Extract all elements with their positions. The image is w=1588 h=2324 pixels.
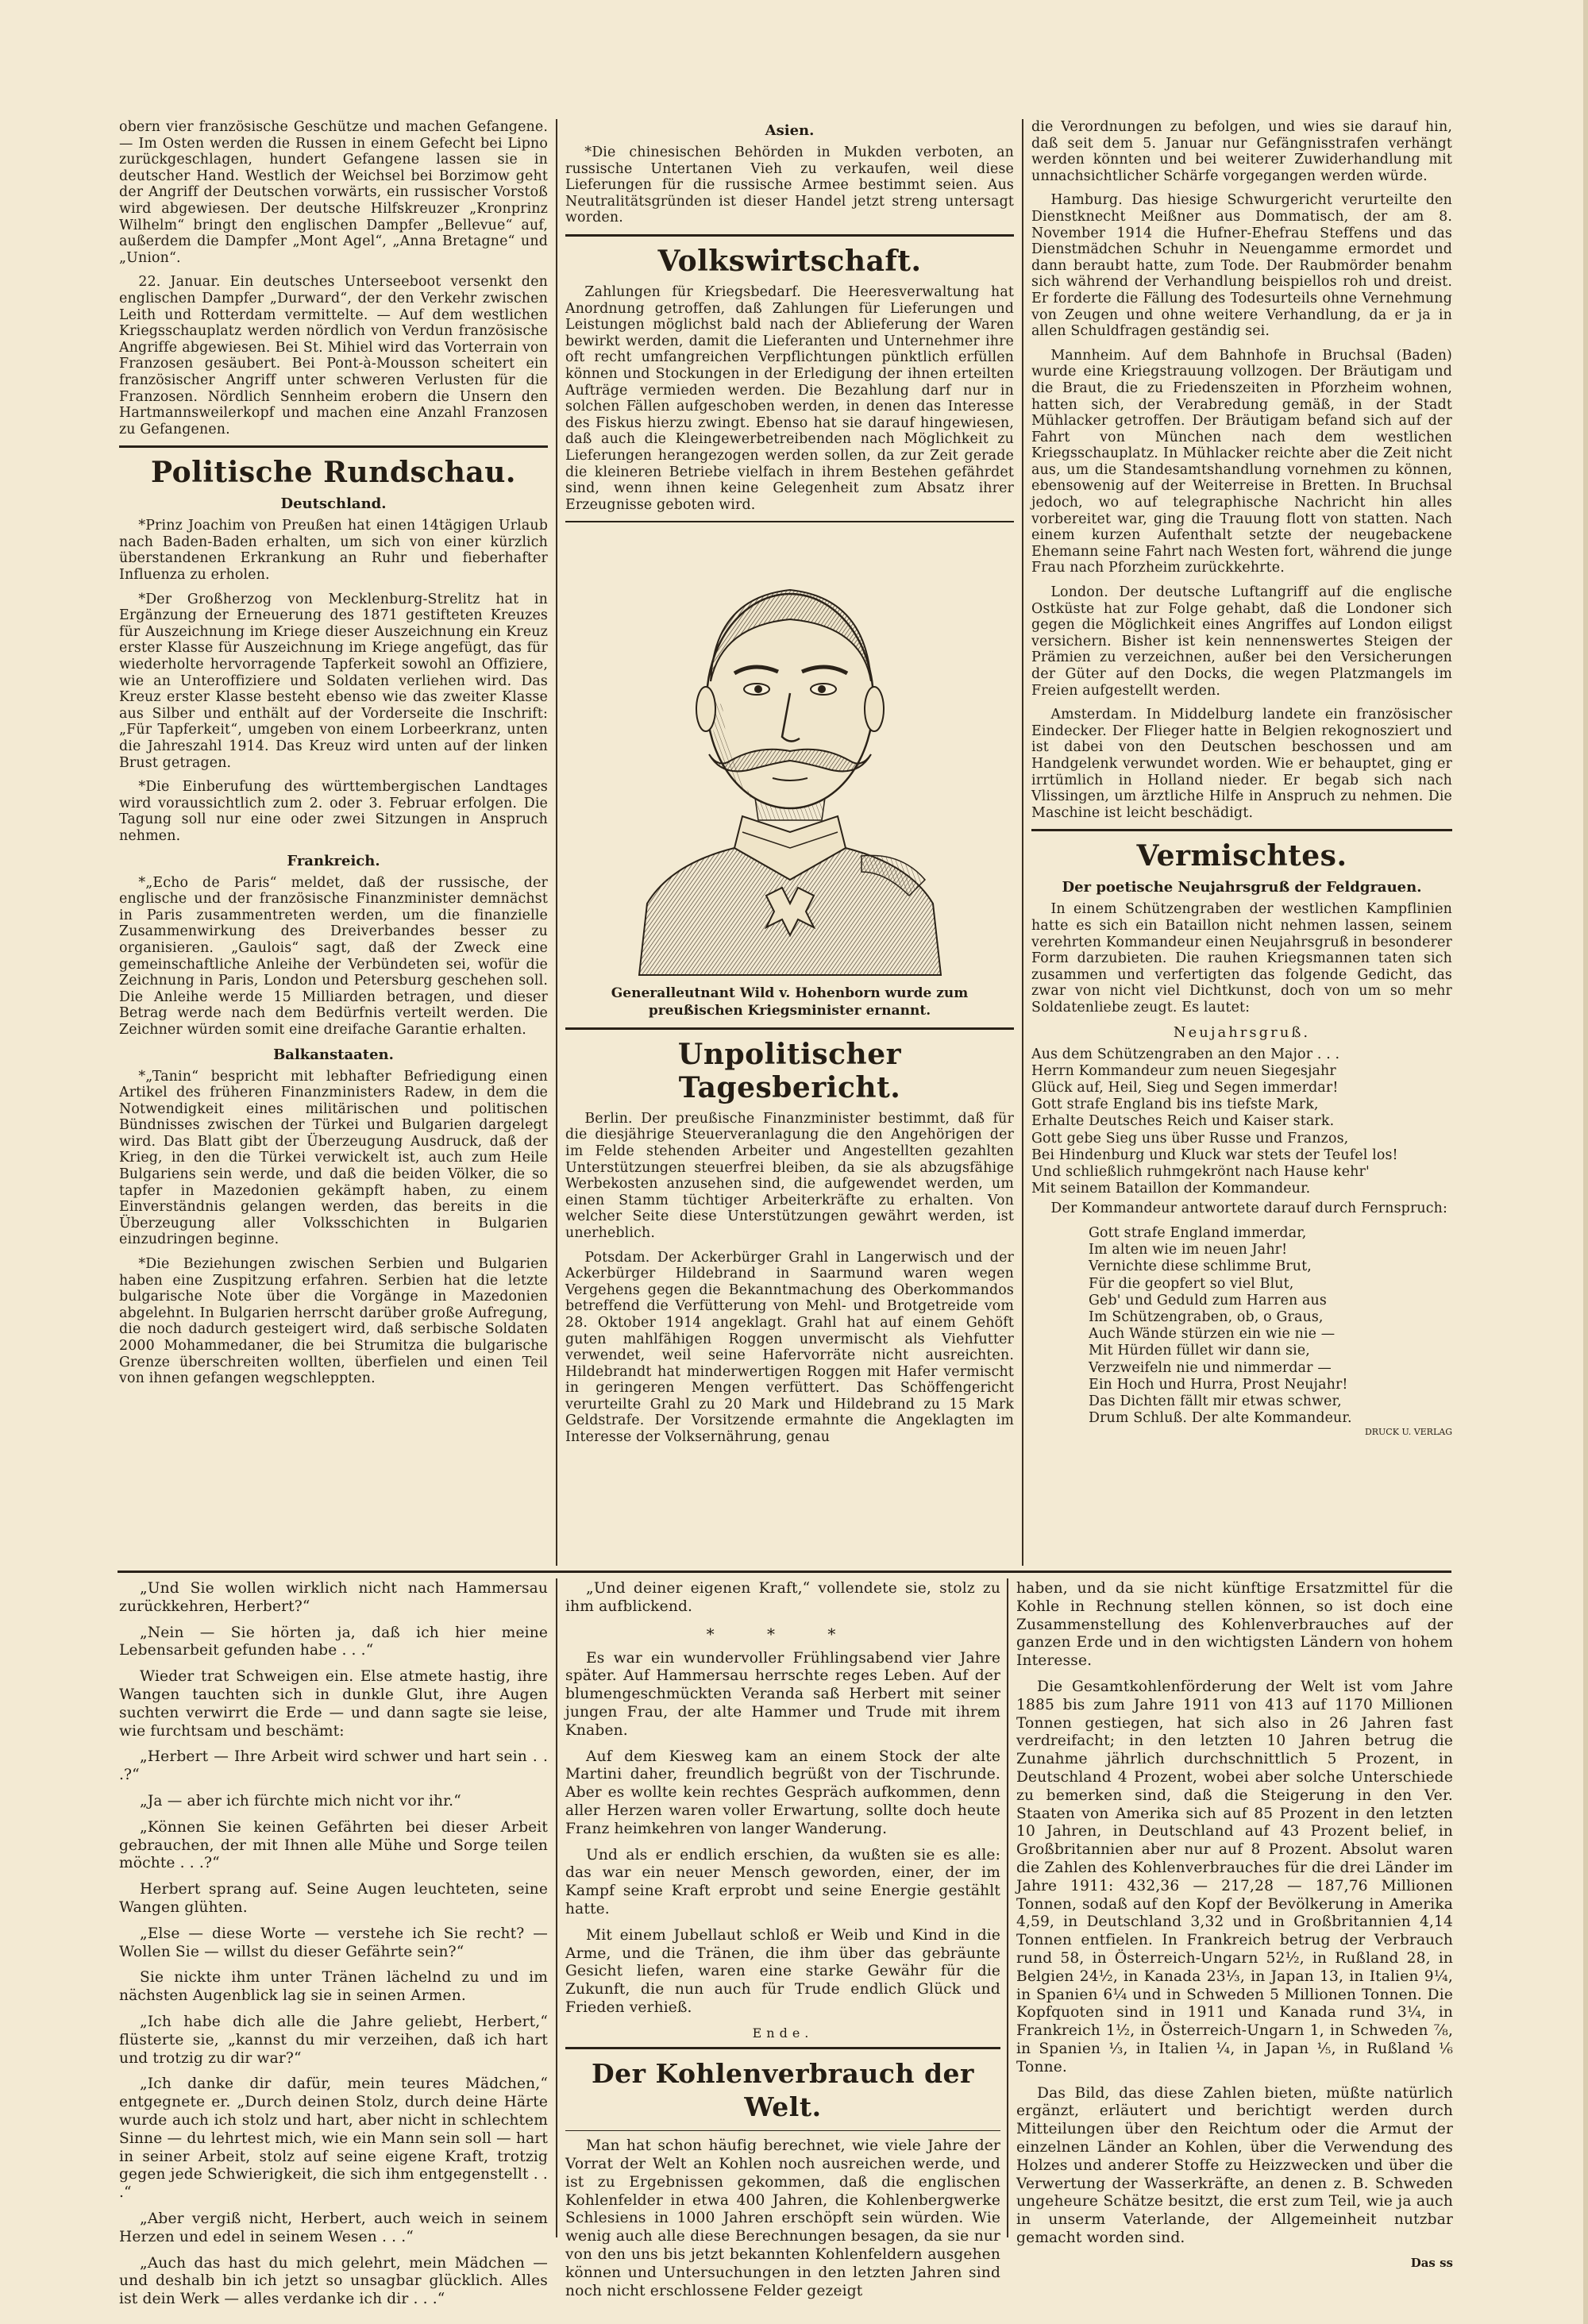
bottom-right-column [1016, 1580, 1453, 2270]
article-paragraph: Amsterdam. In Middelburg landete ein französischer Eindecker. Der Flieger hatte in Belgien rekognosziert und ist dabei von den Deutschen beschossen und am Handgelenk verwundet worden. Wie er behauptet, ging er irrtümlich in Holland nieder. Er begab sich nach Vlissingen, um ärztliche Hilfe in Anspruch zu nehmen. Die Maschine ist leicht beschädigt. [1031, 707, 1452, 821]
poem-title: Neujahrsgruß. [1173, 1023, 1311, 1041]
poem-line: Herrn Kommandeur zum neuen Siegesjahr [1031, 1062, 1336, 1079]
column-divider [556, 1578, 557, 2237]
poem-line: Mit Hürden füllet wir dann sie, [1089, 1343, 1310, 1359]
poem-line: Mit seinem Bataillon der Kommandeur. [1031, 1181, 1311, 1197]
column-divider [1022, 119, 1023, 1566]
story-paragraph: „Herbert — Ihre Arbeit wird schwer und hart sein . . .?“ [119, 1748, 548, 1784]
article-paragraph: *Der Großherzog von Mecklenburg-Strelitz hat in Ergänzung der Erneuerung des 1871 gestifteten Kreuzes für Auszeichnung im Kriege dieser Auszeichnung ein Kreuz erster Klasse für Auszeichnung im Kriege angefügt, das für wiederholte hervorragende Tapferkeit sowohl an Offiziere, wie an Unteroffiziere und Soldaten verliehen wird. Das Kreuz erster Klasse besteht ebenso wie das zweiter Klasse aus Silber und enthält auf der Vorderseite die Inschrift: „Für Tapferkeit“, umgeben von einem Lorbeerkranz, unten die Jahreszahl 1914. Das Kreuz wird unten auf der linken Brust getragen. [119, 591, 548, 771]
poem-line: Für die geopfert so viel Blut, [1089, 1275, 1294, 1292]
poem-line: Gott strafe England immerdar, [1089, 1224, 1307, 1241]
poem-line: Gott gebe Sieg uns über Russe und Franzos, [1031, 1130, 1349, 1147]
article-paragraph: Zahlungen für Kriegsbedarf. Die Heeresverwaltung hat Anordnung getroffen, daß Zahlungen für Lieferungen und Leistungen möglichst bald nach der Ablieferung der Waren bewirkt werden, damit die Lieferanten und Unternehmer ihre oft recht umfangreichen Verpflichtungen pünktlich erfüllen können und Stockungen in der Erledigung der ihnen erteilten Aufträge vermieden werden. Die Bezahlung darf nur in solchen Fällen aufgeschoben werden, in denen das Interesse des Fiskus hierzu zwingt. Ebenso hat sie darauf hingewiesen, daß auch die Kleingewerbetreibenden nach Möglichkeit zu Lieferungen herangezogen werden sollen, da zur Zeit gerade die kleineren Betriebe vielfach in ihrem Bestehen gefährdet sind, wenn ihnen keine Gelegenheit zum Absatz ihrer Erzeugnisse geboten wird. [565, 283, 1014, 513]
article-paragraph: die Verordnungen zu befolgen, und wies sie darauf hin, daß seit dem 5. Januar nur Gefängnisstrafen verhängt werden könnten und bei weiterer Zuwiderhandlung mit unnachsichtlicher Schärfe vorgegangen werden würde. [1031, 119, 1452, 184]
poem-line: Ein Hoch und Hurra, Prost Neujahr! [1089, 1376, 1348, 1393]
story-paragraph: „Auch das hast du mich gelehrt, mein Mädchen — und deshalb bin ich jetzt so unsagbar glücklich. Alles ist dein Werk — alles verdanke ich dir . . .“ [119, 2254, 548, 2308]
poem-line: Auch Wände stürzen ein wie nie — [1089, 1326, 1336, 1343]
portrait-caption: Generalleutnant Wild v. Hohenborn wurde zum preußischen Kriegsminister ernannt. [611, 985, 969, 1019]
story-paragraph: Sie nickte ihm unter Tränen lächelnd zu und im nächsten Augenblick lag sie in seinen Armen. [119, 1969, 548, 2005]
poem-line: Erhalte Deutsches Reich und Kaiser stark. [1031, 1113, 1335, 1130]
section-divider [118, 1571, 1451, 1573]
story-paragraph: „Und deiner eigenen Kraft,“ vollendete sie, stolz zu ihm aufblickend. [565, 1580, 1000, 1615]
middle-column [565, 119, 1014, 1566]
article-paragraph: In einem Schützengraben der westlichen Kampflinien hatte es sich ein Bataillon nicht nehmen lassen, seinem verehrten Kommandeur einen Neujahrsgruß in besonderer Form darzubieten. Die rauhen Kriegsmannen taten sich zusammen und verfertigten das folgende Gedicht, das zwar von nicht viel Dichtkunst, doch von um so mehr Soldatenliebe zeugt. Es lautet: [1031, 901, 1452, 1016]
story-paragraph: „Aber vergiß nicht, Herbert, auch weich in seinem Herzen und edel in seinem Wesen . . .“ [119, 2210, 548, 2245]
right-column [1031, 119, 1452, 1566]
poem-second [1031, 1225, 1452, 1427]
story-paragraph: Wieder trat Schweigen ein. Else atmete hastig, ihre Wangen tauchten sich in dunkle Glut, ihre Augen suchten verwirrt die Erde — und dann sagte sie leise, wie furchtsam und beschämt: [119, 1668, 548, 1740]
article-paragraph: haben, und da sie nicht künftige Ersatzmittel für die Kohle in Rechnung stellen können, so ist doch eine Zusammenstellung des Kohlenverbrauches auf der ganzen Erde und in den wichtigsten Ländern von hohem Interesse. [1016, 1580, 1453, 1670]
poem-line: Und schließlich ruhmgekrönt nach Hause kehr' [1031, 1163, 1370, 1180]
poem-line: Im alten wie im neuen Jahr! [1089, 1242, 1288, 1258]
divider [565, 521, 1014, 522]
story-paragraph: „Else — diese Worte — verstehe ich Sie recht? — Wollen Sie — willst du dieser Gefährte sein?“ [119, 1925, 548, 1960]
story-paragraph: Es war ein wundervoller Frühlingsabend vier Jahre später. Auf Hammersau herrschte reges Leben. Auf der blumengeschmückten Veranda saß Herbert mit seiner jungen Frau, der alte Hammer und Trude mit ihrem Knaben. [565, 1649, 1000, 1739]
catchword: Das ss [1410, 2255, 1453, 2270]
article-paragraph: Die Gesamtkohlenförderung der Welt ist vom Jahre 1885 bis zum Jahre 1911 von 413 auf 1170 Millionen Tonnen gestiegen, hat sich also in 26 Jahren fast verdreifacht; in den letzten 10 Jahren betrug die Zunahme jährlich durchschnittlich 5 Prozent, in Deutschland 4 Prozent, wobei aber solche Unterschiede zu bemerken sind, daß die Steigerung in den Ver. Staaten von Amerika sich auf 85 Prozent in den letzten 10 Jahren, in Deutschland auf 43 Prozent belief, in Großbritannien aber nur auf 8 Prozent. Absolut waren die Zahlen des Kohlenverbrauches für die drei Länder im Jahre 1911: 432,36 — 217,28 — 187,76 Millionen Tonnen, sodaß auf den Kopf der Bevölkerung in Amerika 4,59, in Deutschland 3,32 und in Großbritannien 4,14 Tonnen entfielen. In Frankreich betrug der Verbrauch rund 58, in Österreich-Ungarn 52½, in Rußland 28, in Belgien 24½, in Kanada 23⅓, in Japan 13, in Italien 9¼, in Spanien 6¼ und in Schweden 5 Millionen Tonnen. Die Kopfquoten sind in 1911 und Kanada rund 3¼, in Frankreich 1½, in Österreich-Ungarn 1, in Schweden ⅞, in Spanien ⅓, in Italien ¼, in Japan ⅕, in Rußland ⅙ Tonne. [1016, 1678, 1453, 2075]
story-paragraph: „Ja — aber ich fürchte mich nicht vor ihr.“ [140, 1792, 461, 1809]
subheading-balkans: Balkanstaaten. [273, 1046, 394, 1063]
divider [565, 2047, 1000, 2049]
article-paragraph: Mannheim. Auf dem Bahnhofe in Bruchsal (Baden) wurde eine Kriegstrauung vollzogen. Der Bräutigam und die Braut, die zu Friedenszeiten in Pforzheim wohnen, hatten sich, der Verabredung gemäß, in der Stadt Mühlacker getroffen. Der Bräutigam befand sich auf der Fahrt von München nach dem westlichen Kriegsschauplatz. In Mühlacker reichte aber die Zeit nicht aus, um die Standesamtshandlung vornehmen zu können, ebensowenig auf der Weiterreise in Bretten. In Bruchsal jedoch, wo auf telegraphische Nachricht hin alles vorbereitet war, ging die Trauung flott von statten. Nach einem kurzen Aufenthalt setzte der neugebackene Ehemann seine Fahrt nach Westen fort, während die junge Frau nach Pforzheim zurückkehrte. [1031, 347, 1452, 576]
article-paragraph: *Die chinesischen Behörden in Mukden verboten, an russische Untertanen Vieh zu verkaufen, weil diese Lieferungen für die russische Armee bestimmt seien. Aus Neutralitätsgründen ist dieser Handel jetzt streng untersagt worden. [565, 145, 1014, 226]
poem-line: Gott strafe England bis ins tiefste Mark, [1031, 1096, 1319, 1113]
divider [119, 445, 548, 448]
poem-line: Verzweifeln nie und nimmerdar — [1089, 1359, 1332, 1376]
section-heading-miscellany: Vermischtes. [1136, 839, 1347, 873]
printer-note: DRUCK U. VERLAG [1364, 1427, 1452, 1438]
divider [565, 2130, 1000, 2132]
subheading-germany: Deutschland. [280, 495, 387, 513]
bottom-middle-column [565, 1580, 1000, 2299]
article-paragraph: Das Bild, das diese Zahlen bieten, müßte natürlich ergänzt, erläutert und berichtigt werden durch Mitteilungen über den Reichtum oder die Armut der einzelnen Länder an Kohlen, über die Verwendung des Holzes und anderer Stoffe zu Heizzwecken und über die Verwertung der Wasserkräfte, an denen z. B. Schweden ungeheure Schätze besitzt, die erst zum Teil, wie ja auch in unserm Vaterlande, der Allgemeinheit nutzbar gemacht worden sind. [1016, 2084, 1453, 2246]
article-paragraph: Berlin. Der preußische Finanzminister bestimmt, daß für die diesjährige Steuerveranlagung die den Angehörigen der im Felde stehenden Arbeiter und Angestellten gezahlten Unterstützungen steuerfrei bleiben, da sie als abzugsfähige Werbekosten anzusehen sind, die aufgewendet werden, um einen Stamm tüchtiger Arbeiterkräfte zu erhalten. Von welcher Seite diese Unterstützungen gewährt werden, ist unerheblich. [565, 1110, 1014, 1241]
story-paragraph: „Können Sie keinen Gefährten bei dieser Arbeit gebrauchen, der mit Ihnen alle Mühe und Sorge teilen möchte . . .?“ [119, 1818, 548, 1872]
subheading-france: Frankreich. [287, 852, 380, 869]
story-paragraph: „Ich danke dir dafür, mein teures Mädchen,“ entgegnete er. „Durch deinen Stolz, durch deine Härte wurde auch ich stolz und hart, aber nicht in schlechtem Sinne — du lehrtest mich, wie ein Mann sein soll — hart in seiner Arbeit, stolz auf seine eigene Kraft, trotzig gegen jede Schwierigkeit, die sich ihm entgegenstellt . . .“ [119, 2075, 548, 2202]
section-heading-daily-report: Unpolitischer Tagesbericht. [677, 1037, 902, 1104]
divider [565, 234, 1014, 237]
subheading-new-year-greeting: Der poetische Neujahrsgruß der Feldgrauen. [1062, 879, 1422, 896]
section-stars: * * * [706, 1624, 860, 1644]
article-paragraph: *„Echo de Paris“ meldet, daß der russische, der englische und der französische Finanzminister demnächst in Paris zusammentreten werden, um die finanzielle Zusammenwirkung des Dreiverbandes besser zu organisieren. „Gaulois“ sagt, daß der Zweck eine gemeinschaftliche Anleihe der Verbündeten sei, wofür die Zeichnung in Paris, London und Petersburg geschehen soll. Die Anleihe werde 15 Milliarden betragen, und dieser Betrag werde nach dem Bedürfnis verteilt werden. Die Zeichner würden somit eine dreifache Garantie erhalten. [119, 874, 548, 1038]
article-paragraph: Potsdam. Der Ackerbürger Grahl in Langerwisch und der Ackerbürger Hildebrand in Saarmund waren wegen Vergehens gegen die Bekanntmachung des Oberkommandos betreffend die Verfütterung von Mehl- und Brotgetreide vom 28. Oktober 1914 angeklagt. Grahl hat auf einem Gehöft guten mahlfähigen Roggen unvermischt als Viehfutter verwendet, weil seine Hafervorräte nicht ausreichten. Hildebrandt hat minderwertigen Roggen mit Hafer vermischt in geringeren Mengen verfüttert. Das Schöffengericht verurteilte Grahl zu 20 Mark und Hildebrand zu 15 Mark Geldstrafe. Der Vorsitzende ermahnte die Angeklagten im Interesse der Volksernährung, genau [565, 1249, 1014, 1446]
article-paragraph: *Prinz Joachim von Preußen hat einen 14tägigen Urlaub nach Baden-Baden erhalten, um sich von einer kürzlich überstandenen Erkrankung an Ruhr und fieberhafter Influenza zu erholen. [119, 518, 548, 584]
poem-intro: Der Kommandeur antwortete darauf durch Fernspruch: [1050, 1201, 1448, 1217]
poem-line: Drum Schluß. Der alte Kommandeur. [1089, 1410, 1352, 1427]
divider [1031, 829, 1452, 831]
article-paragraph: Man hat schon häufig berechnet, wie viele Jahre der Vorrat der Welt an Kohlen noch ausreichen werde, und ist zu Ergebnissen gekommen, daß die englischen Kohlenfelder in etwa 400 Jahren, die Kohlenbergwerke Schlesiens in 1000 Jahren erschöpft sein würden. Wie wenig auch alle diese Berechnungen besagen, da sie nur von den uns bis jetzt bekannten Kohlenfeldern ausgehen können und Untersuchungen in den letzten Jahren sind noch nicht erschlossene Felder gezeigt [565, 2137, 1000, 2299]
poem-line: Aus dem Schützengraben an den Major . . . [1031, 1046, 1340, 1062]
portrait-illustration [565, 530, 1014, 978]
article-paragraph: London. Der deutsche Luftangriff auf die englische Ostküste hat zur Folge gehabt, daß die Londoner sich gegen die Möglichkeit eines Angriffes auf London eiligst versichern. Bisher ist kein nennenswertes Steigen der Prämien zu verzeichnen, außer bei den Versicherungen der Güter auf den Docks, die wegen Platzmangels im Freien aufgestellt werden. [1031, 584, 1452, 699]
divider [565, 1027, 1014, 1030]
section-heading-economy: Volkswirtschaft. [657, 244, 922, 278]
war-chronicle-paragraph: obern vier französische Geschütze und machen Gefangene. — Im Osten werden die Russen in einem Gefecht bei Lipno zurückgeschlagen, hundert Gefangene lassen sie in deutscher Hand. Westlich der Weichsel bei Borzimow geht der Angriff der Deutschen vorwärts, ein russischer Vorstoß wird abgewiesen. Der deutsche Hilfskreuzer „Kronprinz Wilhelm“ bringt den englischen Dampfer „Bellevue“ auf, außerdem die Dampfer „Mont Agel“, „Anna Bretagne“ und „Union“. [119, 119, 548, 266]
column-divider [556, 119, 557, 1566]
story-paragraph: „Ich habe dich alle die Jahre geliebt, Herbert,“ flüsterte sie, „kannst du mir verzeihen, daß ich hart und trotzig zu dir war?“ [119, 2013, 548, 2067]
story-paragraph: Auf dem Kiesweg kam an einem Stock der alte Martini daher, freundlich begrüßt von der Tischrunde. Aber es wollte kein rechtes Gespräch aufkommen, denn aller Herzen waren voller Erwartung, sollte doch heute Franz heimkehren von langer Wanderung. [565, 1748, 1000, 1837]
poem-line: Bei Hindenburg und Kluck war stets der Teufel los! [1031, 1147, 1398, 1163]
portrait-engraving [623, 530, 957, 975]
war-chronicle-paragraph: 22. Januar. Ein deutsches Unterseeboot versenkt den englischen Dampfer „Durward“, der den Verkehr zwischen Leith und Rotterdam vermittelte. — Auf dem westlichen Kriegsschauplatz werden nördlich von Verdun französische Angriffe abgewiesen. Bei St. Mihiel wird das Vorterrain von Franzosen gesäubert. Bei Pont-à-Mousson scheitert ein französischer Angriff unter schweren Verlusten für die Franzosen. Nördlich Sennheim erobern die Unsern den Hartmannsweilerkopf und machen eine Anzahl Franzosen zu Gefangenen. [119, 274, 548, 437]
poem-line: Das Dichten fällt mir etwas schwer, [1089, 1393, 1342, 1409]
bottom-left-column [119, 1580, 548, 2308]
left-column [119, 119, 548, 1566]
section-heading-coal: Der Kohlenverbrauch der Welt. [592, 2057, 974, 2122]
article-paragraph: *Die Beziehungen zwischen Serbien und Bulgarien haben eine Zuspitzung erfahren. Serbien hat die letzte bulgarische Note über die Vorgänge in Mazedonien abgelehnt. In Bulgarien herrscht darüber große Aufregung, die noch dadurch gesteigert wird, daß serbische Soldaten 2000 Mohammedaner, die bei Strumitza die bulgarische Grenze überschreiten wollten, überfielen und einen Teil von ihnen gefangen wegschleppten. [119, 1256, 548, 1387]
story-paragraph: „Nein — Sie hörten ja, daß ich hier meine Lebensarbeit gefunden habe . . .“ [119, 1624, 548, 1659]
story-end-mark: Ende. [752, 2025, 814, 2041]
story-paragraph: Mit einem Jubellaut schloß er Weib und Kind in die Arme, und die Tränen, die ihm über das gebräunte Gesicht liefen, waren eine starke Gewähr für die Zukunft, die nun auch für Trude endlich Glück und Frieden verhieß. [565, 1926, 1000, 2016]
poem-line: Glück auf, Heil, Sieg und Segen immerdar! [1031, 1079, 1339, 1096]
poem-line: Geb' und Geduld zum Harren aus [1089, 1292, 1327, 1308]
poem-line: Vernichte diese schlimme Brut, [1089, 1258, 1312, 1275]
poem-line: Im Schützengraben, ob, o Graus, [1089, 1308, 1324, 1325]
story-paragraph: „Und Sie wollen wirklich nicht nach Hammersau zurückkehren, Herbert?“ [119, 1580, 548, 1615]
page-edge [1583, 0, 1588, 2324]
poem-first [1031, 1046, 1452, 1198]
article-paragraph: *Die Einberufung des württembergischen Landtages wird voraussichtlich zum 2. oder 3. Februar erfolgen. Die Tagung soll nur eine oder zwei Sitzungen in Anspruch nehmen. [119, 779, 548, 844]
column-divider [1007, 1578, 1008, 2237]
section-heading-politics: Politische Rundschau. [151, 456, 516, 490]
story-paragraph: Herbert sprang auf. Seine Augen leuchteten, seine Wangen glühten. [119, 1881, 548, 1916]
article-paragraph: Hamburg. Das hiesige Schwurgericht verurteilte den Dienstknecht Meißner aus Dommatisch, der am 8. November 1914 die Hufner-Ehefrau Steffens und das Dienstmädchen Schuhr in Neuengamme ermordet und dann beraubt hatte, zum Tode. Der Raubmörder benahm sich während der Verhandlung beispiellos roh und dreist. Er forderte die Fällung des Todesurteils ohne Vernehmung von Zeugen und ohne weitere Verhandlung, da er ja in allen Schuldfragen geständig sei. [1031, 192, 1452, 340]
story-paragraph: Und als er endlich erschien, da wußten sie es alle: das war ein neuer Mensch geworden, einer, der im Kampf seine Kraft erprobt und seine Energie gestählt hatte. [565, 1846, 1000, 1917]
article-paragraph: *„Tanin“ bespricht mit lebhafter Befriedigung einen Artikel des früheren Finanzministers Radew, in dem die Notwendigkeit eines militärischen und politischen Bündnisses zwischen der Türkei und Bulgarien dargelegt wird. Das Blatt gibt der Überzeugung Ausdruck, daß der Krieg, in den die Türkei verwickelt ist, auch zum Heile Bulgariens sein werde, und daß die beiden Völker, die so tapfer in Mazedonien gekämpft haben, zu einem Einverständnis gelangen werden, das bereits in die Überzeugung aller Volksschichten in Bulgarien einzudringen beginne. [119, 1068, 548, 1248]
subheading-asia: Asien. [765, 122, 815, 139]
